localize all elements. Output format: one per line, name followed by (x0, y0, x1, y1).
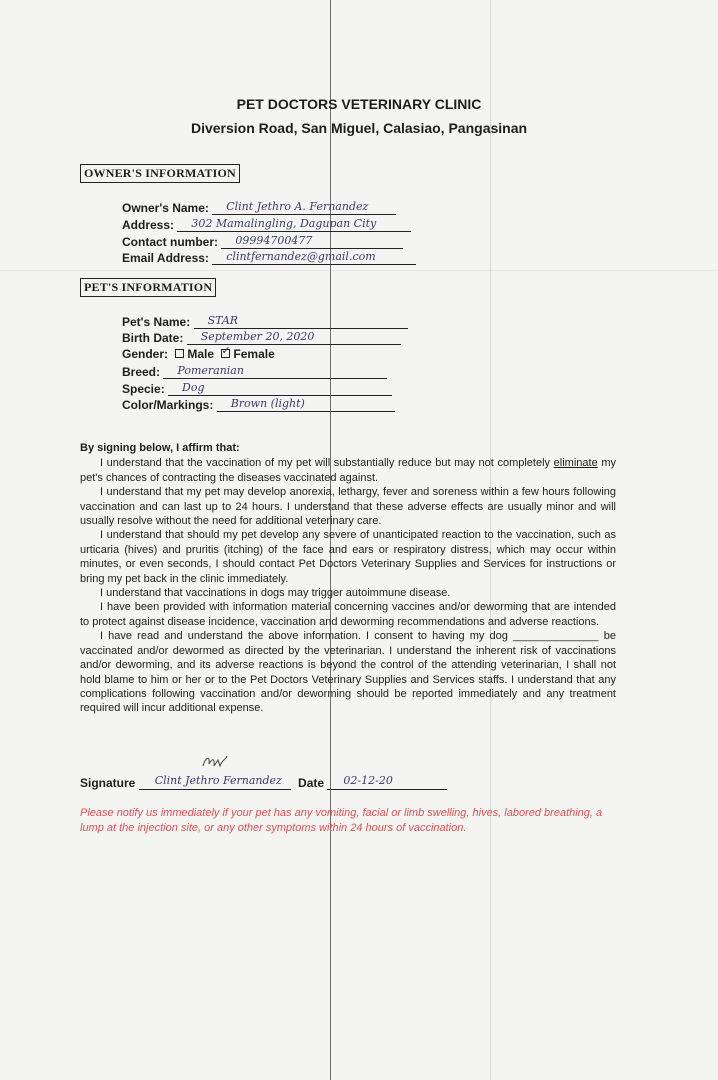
color-markings-value: Brown (light) (217, 397, 395, 412)
affirmation-paragraph-5: I have been provided with information material concerning vaccines and/or deworming that are intended to protect against disease incidence, vaccination and deworming recommendations and adverse reactions. (80, 601, 616, 628)
pet-section-heading: PET'S INFORMATION (80, 278, 216, 297)
owner-name-field (122, 200, 396, 215)
color-markings-field (122, 397, 395, 412)
date-label: Date (298, 776, 325, 790)
clinic-address: Diversion Road, San Miguel, Calasiao, Pangasinan (190, 120, 528, 136)
birth-date-value: September 20, 2020 (187, 330, 401, 345)
notice-text: Please notify us immediately if your pet has any vomiting, facial or limb swelling, hives, labored breathing, a lump at the injection site, or any other symptoms within 24 hours of vaccination. (80, 807, 603, 834)
dog-name-blank[interactable]: ______________ (512, 630, 599, 643)
date-value[interactable]: 02-12-20 (327, 773, 447, 790)
owner-name-label: Owner's Name: (122, 201, 209, 215)
email-address-label: Email Address: (122, 251, 209, 265)
pet-name-value: STAR (194, 314, 408, 329)
gender-label: Gender: (122, 347, 169, 361)
male-option-label: Male (187, 347, 215, 361)
birth-date-field (122, 330, 401, 345)
affirmation-p6-start: I have read and understand the above information. I consent to having my dog (100, 630, 513, 643)
email-address-value: clintfernandez@gmail.com (212, 250, 416, 265)
signature-row (80, 773, 447, 790)
color-markings-label: Color/Markings: (122, 398, 214, 412)
male-checkbox[interactable] (175, 349, 184, 358)
address-field (122, 217, 411, 232)
specie-value: Dog (168, 381, 392, 396)
contact-number-value: 09994700477 (221, 234, 403, 249)
email-address-field (122, 250, 416, 265)
pet-name-label: Pet's Name: (122, 315, 191, 329)
affirmation-paragraph-1 (80, 456, 616, 485)
affirmation-p6-end: be vaccinated and/or dewormed as directed by the veterinarian. I understand the inherent risk of vaccinations and/or deworming, and its adverse reactions is beyond the control of the attending veterinarian, I shall not hold blame to him or her or to the Pet Doctors Veterinary Supplies and Services staffs. I understand that any complications following vaccination and/or deworming should be reported immediately and any treatment required will incur additional expense. (80, 630, 616, 715)
clinic-name: PET DOCTORS VETERINARY CLINIC (236, 96, 482, 112)
specie-field (122, 381, 392, 396)
female-checkbox[interactable] (221, 349, 230, 358)
contact-number-field (122, 234, 403, 249)
breed-value: Pomeranian (163, 364, 387, 379)
address-value: 302 Mamalingling, Dagupan City (177, 217, 411, 232)
breed-field (122, 364, 387, 379)
affirmation-text (80, 441, 616, 716)
specie-label: Specie: (122, 382, 165, 396)
affirmation-p1-start: I understand that the vaccination of my pet will substantially reduce but may not completely (100, 457, 554, 470)
paper-fold-line-horizontal (0, 270, 718, 271)
owner-section-heading: OWNER'S INFORMATION (80, 164, 240, 183)
affirmation-paragraph-3: I understand that should my pet develop any severe of unanticipated reaction to the vaccination, such as urticaria (hives) and pruritis (itching) of the face and ears or respiratory distress, which may occur within minutes, or even seconds, I should contact Pet Doctors Veterinary Supplies and Services for instructions or bring my pet back in the clinic immediately. (80, 529, 616, 585)
signature-value[interactable]: Clint Jethro Fernandez (139, 773, 291, 790)
owner-name-value: Clint Jethro A. Fernandez (212, 200, 396, 215)
affirmation-paragraph-4: I understand that vaccinations in dogs may trigger autoimmune disease. (100, 587, 451, 600)
affirmation-lead: By signing below, I affirm that: (80, 442, 240, 454)
breed-label: Breed: (122, 365, 161, 379)
birth-date-label: Birth Date: (122, 331, 184, 345)
affirmation-paragraph-6 (80, 629, 616, 715)
affirmation-paragraph-2: I understand that my pet may develop anorexia, lethargy, fever and soreness within a few hours following vaccination and can last up to 24 hours. I understand that these adverse effects are usually minor and will usually resolve without the need for additional veterinary care. (80, 486, 616, 528)
affirmation-p1-underlined: eliminate (553, 457, 598, 470)
affirmation-p1-end: my pet's chances of contracting the diseases vaccinated against. (80, 457, 616, 484)
handwritten-initials-mark (200, 752, 230, 772)
female-option-label: Female (233, 347, 275, 361)
gender-field (122, 347, 275, 361)
contact-number-label: Contact number: (122, 235, 218, 249)
signature-label: Signature (80, 776, 136, 790)
pet-name-field (122, 314, 408, 329)
address-label: Address: (122, 218, 175, 232)
